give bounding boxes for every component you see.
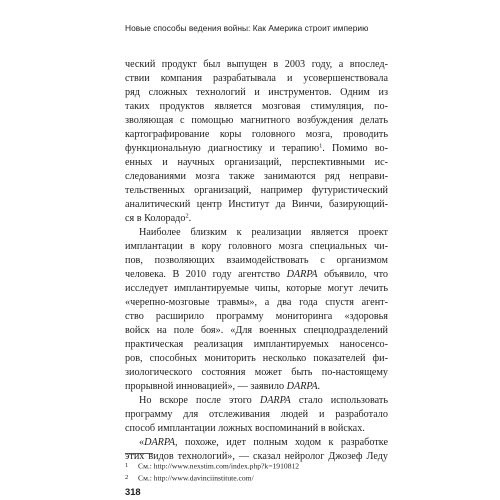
text-fragment: человека. В 2010 году агентство <box>125 269 287 280</box>
text-line <box>125 212 388 226</box>
text-line <box>125 380 388 394</box>
text-line: Наиболее близким к реализации является проект <box>139 227 388 238</box>
text-line: практическая реализация имплантируемых наносенсо- <box>125 339 388 350</box>
text-fragment: Но вскоре после этого <box>139 395 260 406</box>
text-line: зволяющая с помощью магнитного возбуждения делать <box>125 115 388 126</box>
footnote-text[interactable]: См.: http://www.davinciinstitute.com/ <box>138 473 254 482</box>
text-line: способ имплантации ложных воспоминаний в войсках. <box>125 423 365 434</box>
footnote-ref-2[interactable]: 2 <box>185 212 189 220</box>
text-line: ческий продукт был выпущен в 2003 году, а впослед- <box>125 59 388 70</box>
footnote-text[interactable]: См.: http://www.nexstim.com/index.php?k=1910812 <box>138 461 300 471</box>
text-line: аналитический центр Институт да Винчи, базирующий- <box>125 199 388 210</box>
text-line: ряд сложных технологий и инструментов. Одним из <box>125 87 388 98</box>
footnotes <box>125 460 395 483</box>
text-line: таких продуктов является мозговая стимуляция, по- <box>125 101 388 112</box>
text-fragment: объявило, что <box>317 269 388 280</box>
text-fragment: « <box>139 437 145 448</box>
darpa-italic: DARPA <box>286 269 318 280</box>
footnote-2 <box>125 472 395 484</box>
text-fragment: . <box>317 381 321 392</box>
text-line: ство расширило программу мониторинга «здоровья <box>125 311 388 322</box>
text-line: имплантации в кору головного мозга специальных чи- <box>125 241 388 252</box>
footnote-divider <box>125 453 153 454</box>
text-line: пов, позволяющих взаимодействовать с организмом <box>125 255 388 266</box>
body-text <box>125 58 388 464</box>
text-fragment: функциональную диагностику и терапию <box>125 143 320 154</box>
text-line: этих видов технологий», — сказал нейролог Джозеф Леду <box>125 451 388 462</box>
page-number: 318 <box>125 486 141 497</box>
text-line <box>125 394 388 408</box>
text-line: исследует имплантируемые чипы, которые могут лечить <box>125 283 388 294</box>
text-fragment: . Помимо во- <box>322 143 388 154</box>
text-fragment: прорывной инновацией», — заявило <box>125 381 287 392</box>
text-fragment: ся в Колорадо <box>125 213 186 224</box>
footnote-number: 2 <box>125 473 129 481</box>
text-line: ствии компания разрабатывала и усовершенствовала <box>125 73 388 84</box>
running-header: Новые способы ведения войны: Как Америка строит империю <box>125 23 369 33</box>
text-line <box>125 436 388 450</box>
text-fragment: , похоже, идет полным ходом к разработке <box>175 437 388 448</box>
text-line: тельственных организаций, например футуристический <box>125 185 388 196</box>
text-line <box>125 268 388 282</box>
text-line <box>125 142 388 156</box>
paragraph-2 <box>125 226 388 394</box>
darpa-italic: DARPA <box>259 395 291 406</box>
darpa-italic: DARPA <box>286 381 318 392</box>
footnote-1 <box>125 460 395 472</box>
text-line: программу для отслеживания людей и разработало <box>125 409 388 420</box>
text-line: ров, способных мониторить несколько показателей фи- <box>125 353 388 364</box>
text-fragment: . <box>188 213 192 224</box>
text-fragment: стало использовать <box>290 395 388 406</box>
paragraph-1 <box>125 58 388 226</box>
text-line: зиологического состояния может быть по-настоящему <box>125 367 388 378</box>
footnote-ref-1[interactable]: 1 <box>319 142 323 150</box>
text-line: енных и научных организаций, перспективными ис- <box>125 157 388 168</box>
footnote-number: 1 <box>125 462 129 469</box>
darpa-italic: DARPA <box>144 437 176 448</box>
text-line: картографирование коры головного мозга, проводить <box>125 129 388 140</box>
text-line: следованиями мозга также занимаются ряд неправи- <box>125 171 388 182</box>
text-line: «черепно-мозговые травмы», а два года спустя агент- <box>125 297 388 308</box>
text-line: войск на поле боя». «Для военных спецподразделений <box>125 325 388 336</box>
paragraph-3 <box>125 394 388 436</box>
